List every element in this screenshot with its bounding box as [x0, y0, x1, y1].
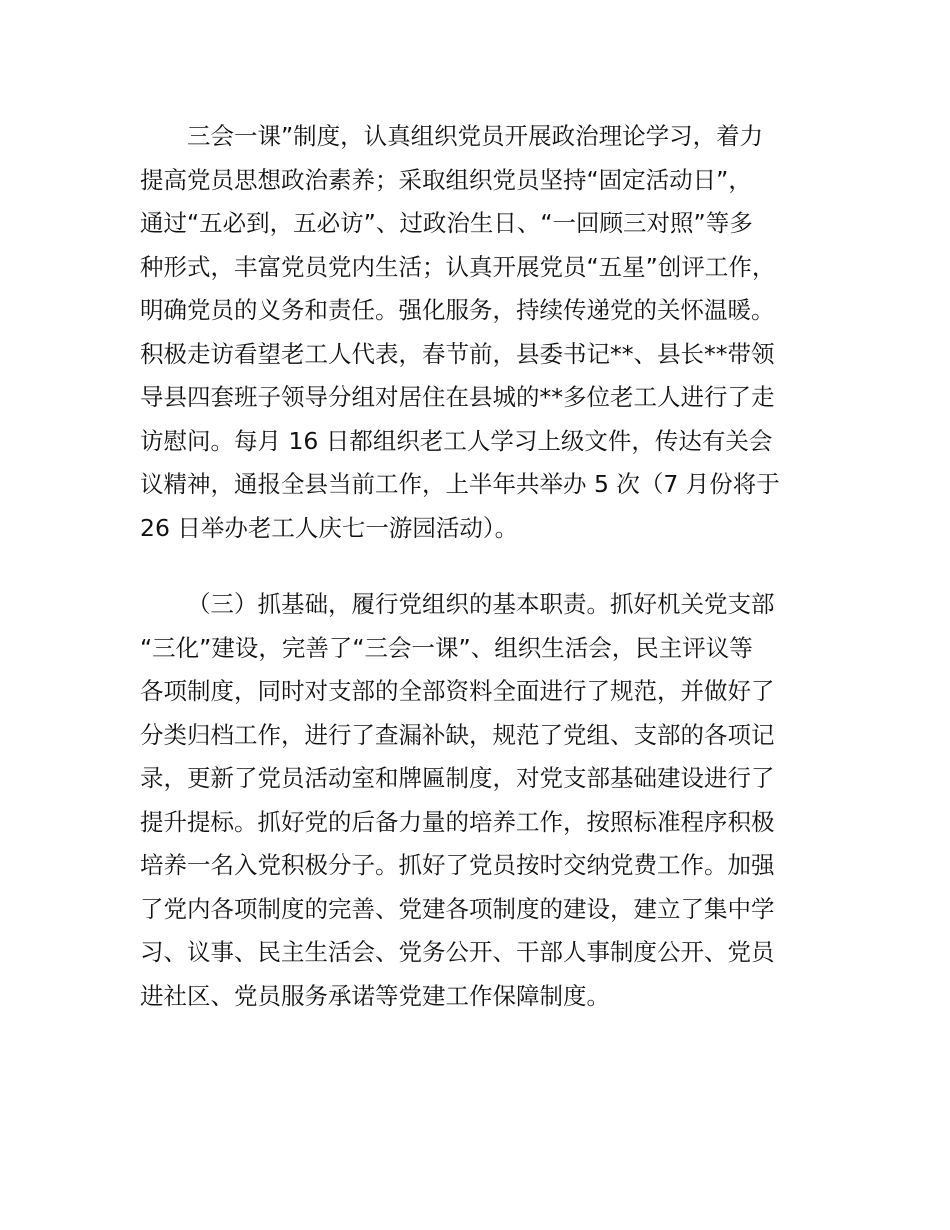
text-line: 26 日举办老工人庆七一游园活动）。: [140, 513, 519, 542]
text-line: 三会一课”制度，认真组织党员开展政治理论学习，着力: [187, 122, 764, 150]
text-line: 明确党员的义务和责任。强化服务，持续传递党的关怀温暖。: [140, 296, 775, 324]
text-line: 进社区、党员服务承诺等党建工作保障制度。: [140, 981, 610, 1010]
text-line: 录，更新了党员活动室和牌匾制度，对党支部基础建设进行了: [140, 764, 775, 792]
text-line: 积极走访看望老工人代表，春节前，县委书记**、县长**带领: [140, 339, 775, 368]
text-line: （三）抓基础，履行党组织的基本职责。抓好机关党支部: [187, 590, 775, 618]
paragraph-foundation-duties: [140, 583, 830, 1018]
text-line: 了党内各项制度的完善、党建各项制度的建设，建立了集中学: [140, 894, 775, 923]
text-line: 种形式，丰富党员党内生活；认真开展党员“五星”创评工作，: [140, 252, 776, 281]
paragraph-party-education: [140, 115, 830, 550]
text-line: “三化”建设，完善了“三会一课”、组织生活会，民主评议等: [140, 633, 753, 662]
text-line: 培养一名入党积极分子。抓好了党员按时交纳党费工作。加强: [140, 851, 775, 879]
text-line: 通过“五必到，五必访”、过政治生日、“一回顾三对照”等多: [140, 209, 753, 237]
text-line: 提升提标。抓好党的后备力量的培养工作，按照标准程序积极: [140, 807, 775, 836]
text-line: 分类归档工作，进行了查漏补缺，规范了党组、支部的各项记: [140, 720, 775, 749]
text-line: 导县四套班子领导分组对居住在县城的**多位老工人进行了走: [140, 383, 775, 411]
text-line: 议精神，通报全县当前工作，上半年共举办 5 次（7 月份将于: [140, 470, 780, 498]
text-line: 习、议事、民主生活会、党务公开、干部人事制度公开、党员: [140, 938, 775, 966]
text-line: 提高党员思想政治素养；采取组织党员坚持“固定活动日”，: [140, 165, 752, 194]
text-line: 各项制度，同时对支部的全部资料全面进行了规范，并做好了: [140, 677, 775, 705]
text-line: 访慰问。每月 16 日都组织老工人学习上级文件，传达有关会: [140, 426, 773, 455]
